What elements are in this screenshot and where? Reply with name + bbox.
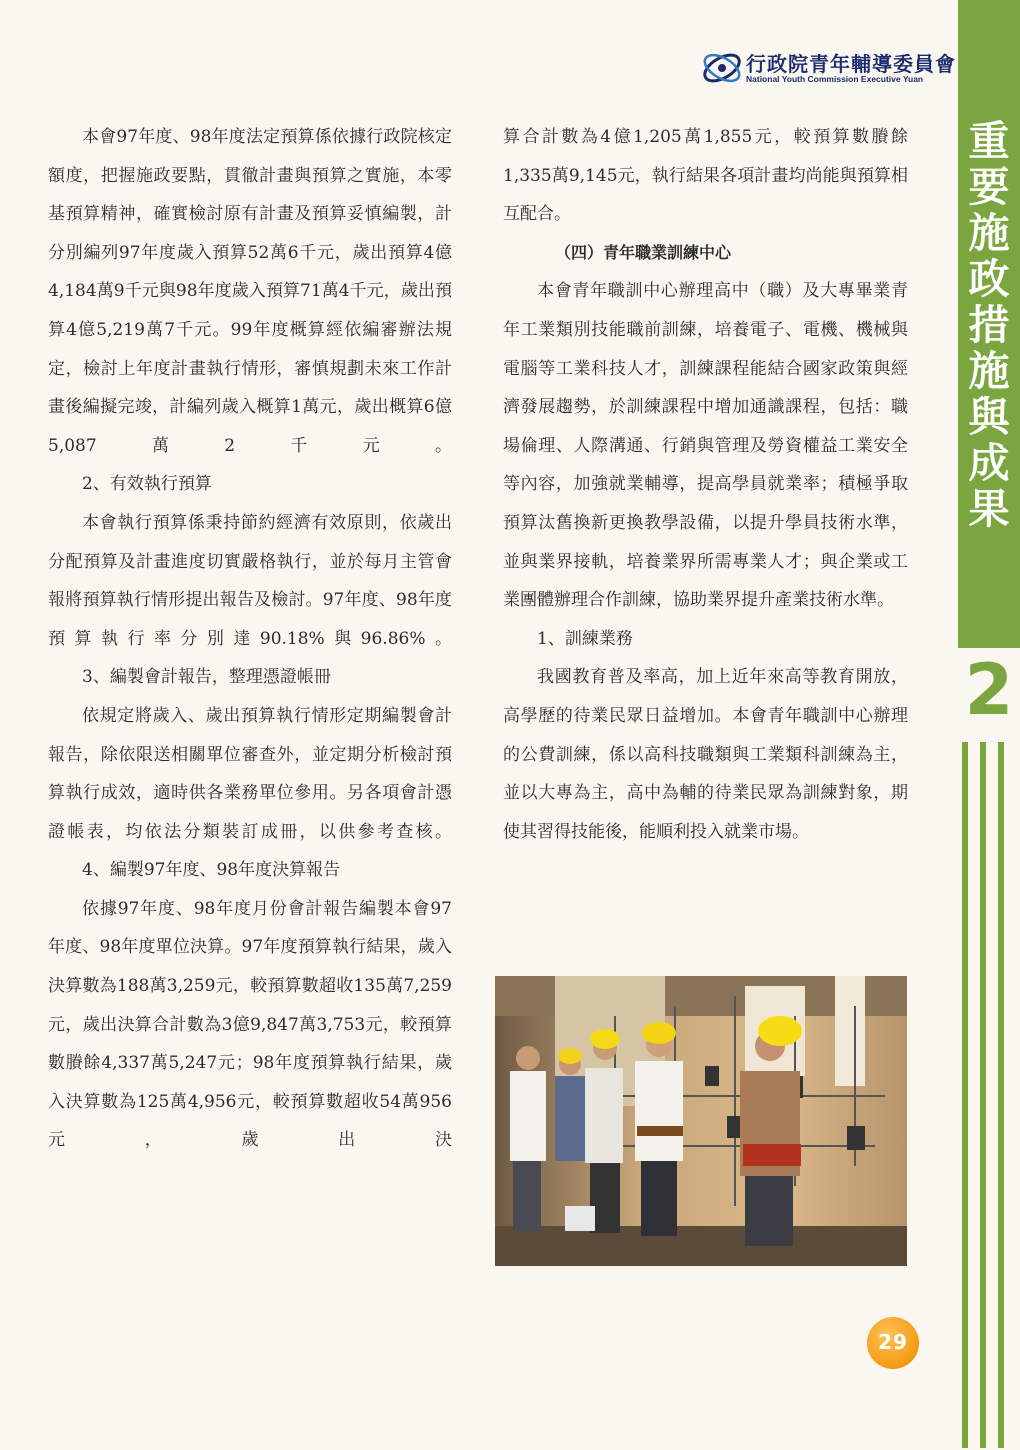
org-name-en: National Youth Commission Executive Yuan — [746, 74, 924, 84]
page-number: 29 — [878, 1330, 908, 1354]
org-emblem-icon — [700, 46, 744, 90]
paragraph-training-services: 我國教育普及率高，加上近年來高等教育開放，高學歷的待業民眾日益增加。本會青年職訓中心辦理的公費訓練，係以高科技職類與工業類科訓練為主，並以大專為主，高中為輔的待業民眾為訓練對象，期使其習得技能後，能順利投入就業市場。 — [503, 667, 908, 842]
paragraph-training-center: 本會青年職訓中心辦理高中（職）及大專畢業青年工業類別技能職前訓練，培養電子、電機、機械與電腦等工業科技人才，訓練課程能結合國家政策與經濟發展趨勢，於訓練課程中增加通識課程，包括：職場倫理、人際溝通、行銷與管理及勞資權益工業安全等內容，加強就業輔導，提高學員就業率；積極爭取預算汰舊換新更換教學設備，以提升學員技術水準，並與業界接軌，培養業界所需專業人才；與企業或工業團體辦理合作訓練，協助業界提升產業技術水準。 — [503, 281, 908, 611]
decorative-line — [998, 742, 1004, 1448]
chapter-title-char: 果 — [968, 485, 1010, 533]
org-logo — [700, 46, 956, 90]
paragraph-budget-preparation: 本會97年度、98年度法定預算係依據行政院核定額度，把握施政要點，貫徹計畫與預算之實施，本零基預算精神，確實檢討原有計畫及預算妥慎編製，計分別編列97年度歲入預算52萬6千元，歲出預算4億4,184萬9千元與98年度歲入預算71萬4千元，歲出預算4億5,219萬7千元。99年度概算經依編審辦法規定，檢討上年度計畫執行情形，審慎規劃未來工作計畫後編擬完竣，計編列歲入概算1萬元，歲出概算6億5,087萬2千元。 — [48, 127, 452, 456]
paragraph-accounting-reports: 依規定將歲入、歲出預算執行情形定期編製會計報告，除依限送相關單位審查外，並定期分析檢討預算執行成效，適時供各業務單位參用。另各項會計憑證帳表，均依法分類裝訂成冊，以供參考查核。 — [48, 705, 452, 842]
chapter-title-char: 措 — [968, 301, 1010, 349]
left-column — [48, 118, 452, 1160]
chapter-title-char: 政 — [968, 255, 1010, 303]
section-heading-training-center: （四）青年職業訓練中心 — [555, 242, 732, 262]
right-column — [503, 118, 908, 851]
chapter-title-char: 施 — [968, 347, 1010, 395]
chapter-title-char: 成 — [968, 439, 1010, 487]
chapter-title — [958, 118, 1020, 532]
paragraph-final-accounts: 依據97年度、98年度月份會計報告編製本會97年度、98年度單位決算。97年度預算執行結果，歲入決算數為188萬3,259元，較預算數超收135萬7,259元，歲出決算合計數為3億9,847萬3,753元，較預算數賸餘4,337萬5,247元；98年度預算執行結果，歲入決算數為125萬4,956元，較預算數超收54萬956元，歲出決 — [48, 898, 452, 1151]
heading-budget-execution: 2、有效執行預算 — [82, 474, 212, 495]
chapter-title-char: 重 — [968, 117, 1010, 165]
page-number-badge — [867, 1317, 919, 1369]
heading-accounting-reports: 3、編製會計報告，整理憑證帳冊 — [82, 667, 331, 688]
chapter-number: 2 — [964, 649, 1014, 731]
paragraph-budget-execution: 本會執行預算係秉持節約經濟有效原則，依歲出分配預算及計畫進度切實嚴格執行，並於每月主管會報將預算執行情形提出報告及檢討。97年度、98年度預算執行率分別達90.18%與96.86%。 — [48, 512, 452, 649]
org-name-zh: 行政院青年輔導委員會 — [746, 52, 956, 76]
training-workshop-photo — [495, 976, 907, 1266]
heading-final-accounts: 4、編製97年度、98年度決算報告 — [82, 860, 341, 881]
decorative-line — [962, 742, 968, 1448]
chapter-title-char: 與 — [968, 393, 1010, 441]
heading-training-services: 1、訓練業務 — [537, 628, 633, 649]
paragraph-final-accounts-continued: 算合計數為4億1,205萬1,855元，較預算數賸餘1,335萬9,145元，執行結果各項計畫均尚能與預算相互配合。 — [503, 127, 908, 225]
chapter-title-char: 施 — [968, 209, 1010, 257]
decorative-line — [980, 742, 986, 1448]
chapter-title-char: 要 — [968, 163, 1010, 211]
